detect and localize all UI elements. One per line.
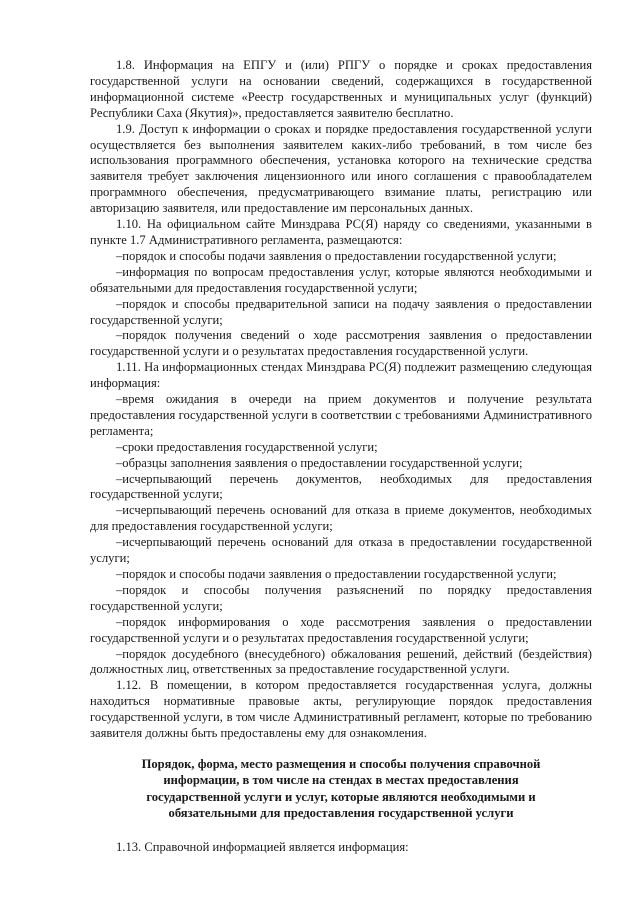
list-item: –порядок досудебного (внесудебного) обжалования решений, действий (бездействия) должностных лиц, ответственных за предоставление государственной услуги. [90,646,592,677]
list-item: –порядок информирования о ходе рассмотрения заявления о предоставлении государственной услуги и о результатах предоставления государственной услуги; [90,614,592,645]
paragraph-1-8: 1.8. Информация на ЕПГУ и (или) РПГУ о порядке и сроках предоставления государственной услуги на основании сведений, содержащихся в государственной информационной системе «Реестр государственных и муниципальных услуг (функций) Республики Саха (Якутия)», предоставляется заявителю бесплатно. [90,58,592,120]
paragraph-1-12: 1.12. В помещении, в котором предоставляется государственная услуга, должны находиться нормативные правовые акты, регулирующие порядок предоставления государственной услуги, в том числе Административный регламент, которые по требованию заявителя должны быть предоставлены ему для ознакомления. [90,678,592,741]
list-item: –порядок и способы подачи заявления о предоставлении государственной услуги; [116,248,557,263]
document-page [90,58,592,856]
list-item: –порядок и способы предварительной записи на подачу заявления о предоставлении государственной услуги; [90,296,592,327]
list-item: –образцы заполнения заявления о предоставлении государственной услуги; [116,455,523,470]
paragraph-1-9: 1.9. Доступ к информации о сроках и порядке предоставления государственной услуги осуществляется без выполнения заявителем каких-либо требований, в том числе без использования программного обеспечения, установка которого на технические средства заявителя требует заключения лицензионного или иного соглашения с правообладателем программного обеспечения, предусматривающего взимание платы, регистрацию или авторизацию заявителя, или предоставление им персональных данных. [90,121,592,216]
paragraph-1-13: 1.13. Справочной информацией является информация: [116,839,409,854]
list-item: –исчерпывающий перечень оснований для отказа в предоставлении государственной услуги; [90,535,592,566]
list-item: –исчерпывающий перечень оснований для отказа в приеме документов, необходимых для предоставления государственной услуги; [90,503,592,534]
list-item: –порядок и способы подачи заявления о предоставлении государственной услуги; [116,567,557,581]
list-item: –сроки предоставления государственной услуги; [116,439,378,454]
list-item: –время ожидания в очереди на прием документов и получение результата предоставления государственной услуги в соответствии с требованиями Административного регламента; [90,392,592,438]
list-item: –порядок и способы получения разъяснений по порядку предоставления государственной услуги; [90,582,592,613]
list-item: –информация по вопросам предоставления услуг, которые являются необходимыми и обязательными для предоставления государственной услуги; [90,264,592,295]
list-item: –исчерпывающий перечень документов, необходимых для предоставления государственной услуги; [90,471,592,502]
list-item: –порядок получения сведений о ходе рассмотрения заявления о предоставлении государственной услуги и о результатах предоставления государственной услуги. [90,328,592,359]
paragraph-1-11: 1.11. На информационных стендах Минздрава РС(Я) подлежит размещению следующая информация: [90,360,592,391]
section-heading: Порядок, форма, место размещения и способы получения справочной информации, в том числе на стендах в местах предоставления государственной услуги и услуг, которые являются необходимыми и обязательными для предоставления государственной услуги [141,756,541,821]
paragraph-1-10: 1.10. На официальном сайте Минздрава РС(Я) наряду со сведениями, указанными в пункте 1.7 Административного регламента, размещаются: [90,217,592,247]
spacer [90,822,592,840]
